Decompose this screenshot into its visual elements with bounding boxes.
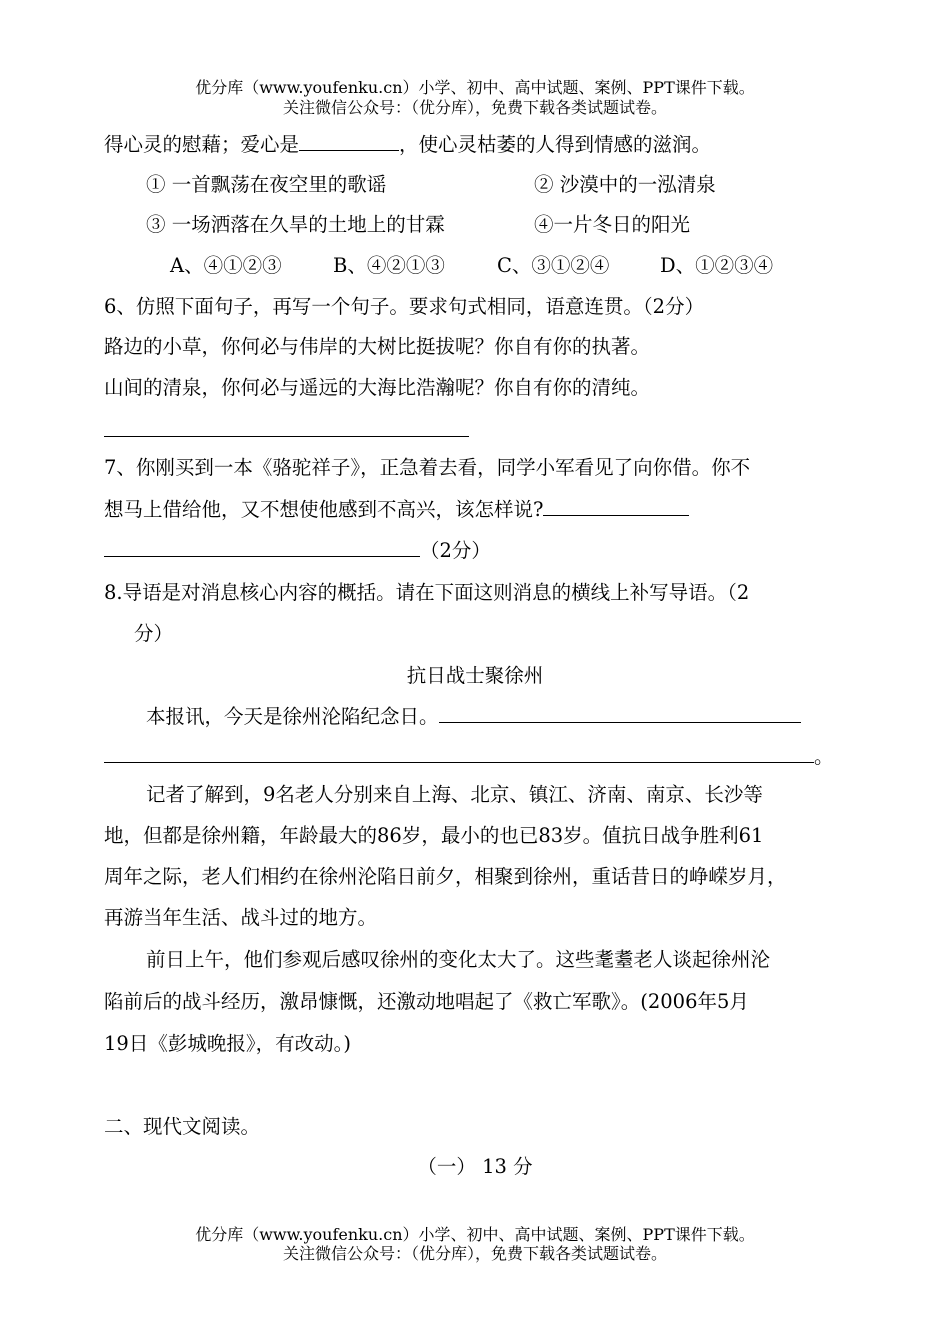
news-p1-line-4: 再游当年生活、战斗过的地方。: [104, 906, 378, 929]
q5-choice-c[interactable]: C、③①②④: [497, 254, 610, 277]
news-p2-line-1: 前日上午，他们参观后感叹徐州的变化太大了。这些耄耋老人谈起徐州沦: [146, 948, 771, 971]
news-lead-period: 。: [814, 745, 834, 768]
q7-line-2: [104, 497, 689, 523]
section2-subtitle: （一） 13 分: [417, 1155, 533, 1178]
q6-title: 6、仿照下面句子，再写一个句子。要求句式相同，语意连贯。（2分）: [104, 295, 705, 318]
q5-option-2: ② 沙漠中的一泓清泉: [534, 173, 716, 196]
q6-example-2: 山间的清泉，你何必与遥远的大海比浩瀚呢？你自有你的清纯。: [104, 376, 651, 399]
q5-choice-b[interactable]: B、④②①③: [333, 254, 445, 277]
news-p1-line-1: 记者了解到，9名老人分别来自上海、北京、镇江、济南、南京、长沙等: [146, 783, 763, 806]
q8-title: 8.导语是对消息核心内容的概括。请在下面这则消息的横线上补写导语。（2: [104, 581, 750, 604]
news-p2-line-2: 陷前后的战斗经历，激昂慷慨，还激动地唱起了《救亡军歌》。(2006年5月: [104, 990, 749, 1013]
header-line-2: 关注微信公众号：（优分库），免费下载各类试题试卷。: [282, 98, 667, 117]
q5-answer-blank[interactable]: [299, 132, 399, 151]
footer-line-1: 优分库（www.youfenku.cn）小学、初中、高中试题、案例、PPT课件下载。: [195, 1225, 755, 1244]
news-p2-line-3: 19日《彭城晚报》，有改动。): [104, 1032, 351, 1055]
news-lead-start: 本报讯，今天是徐州沦陷纪念日。: [146, 705, 439, 728]
q6-answer-line[interactable]: [104, 436, 469, 437]
news-title: 抗日战士聚徐州: [406, 664, 544, 687]
news-lead-blank-2[interactable]: [104, 744, 814, 763]
q6-example-1: 路边的小草，你何必与伟岸的大树比挺拔呢？你自有你的执著。: [104, 335, 651, 358]
q7-score: （2分）: [420, 539, 491, 562]
q5-sentence: [104, 132, 711, 158]
q5-sentence-end: ，使心灵枯萎的人得到情感的滋润。: [399, 133, 712, 156]
news-lead-blank-1[interactable]: [439, 704, 801, 723]
news-p1-line-3: 周年之际，老人们相约在徐州沦陷日前夕，相聚到徐州，重话昔日的峥嵘岁月，: [104, 865, 787, 888]
q7-answer-blank-1[interactable]: [543, 497, 689, 516]
q5-choice-a[interactable]: A、④①②③: [170, 254, 282, 277]
q7-line-1: 7、你刚买到一本《骆驼祥子》，正急着去看，同学小军看见了向你借。你不: [104, 456, 751, 479]
q5-option-3: ③ 一场洒落在久旱的土地上的甘霖: [146, 213, 445, 236]
header-line-1: 优分库（www.youfenku.cn）小学、初中、高中试题、案例、PPT课件下载。: [195, 78, 755, 97]
q7-answer-blank-2[interactable]: [104, 538, 420, 557]
news-lead: [146, 704, 801, 730]
q5-option-1: ① 一首飘荡在夜空里的歌谣: [146, 173, 387, 196]
q7-line-3: [104, 538, 491, 564]
q5-choice-d[interactable]: D、①②③④: [660, 254, 774, 277]
footer-line-2: 关注微信公众号：（优分库），免费下载各类试题试卷。: [282, 1244, 667, 1263]
q7-line-2-text: 想马上借给他，又不想使他感到不高兴，该怎样说?: [104, 498, 544, 521]
news-p1-line-2: 地，但都是徐州籍，年龄最大的86岁，最小的也已83岁。值抗日战争胜利61: [104, 824, 764, 847]
news-lead-line-2: [104, 744, 834, 770]
q5-option-4: ④一片冬日的阳光: [534, 213, 691, 236]
section2-title: 二、现代文阅读。: [104, 1115, 261, 1138]
q8-title-cont: 分）: [134, 622, 174, 645]
q5-sentence-start: 得心灵的慰藉；爱心是: [104, 133, 300, 156]
